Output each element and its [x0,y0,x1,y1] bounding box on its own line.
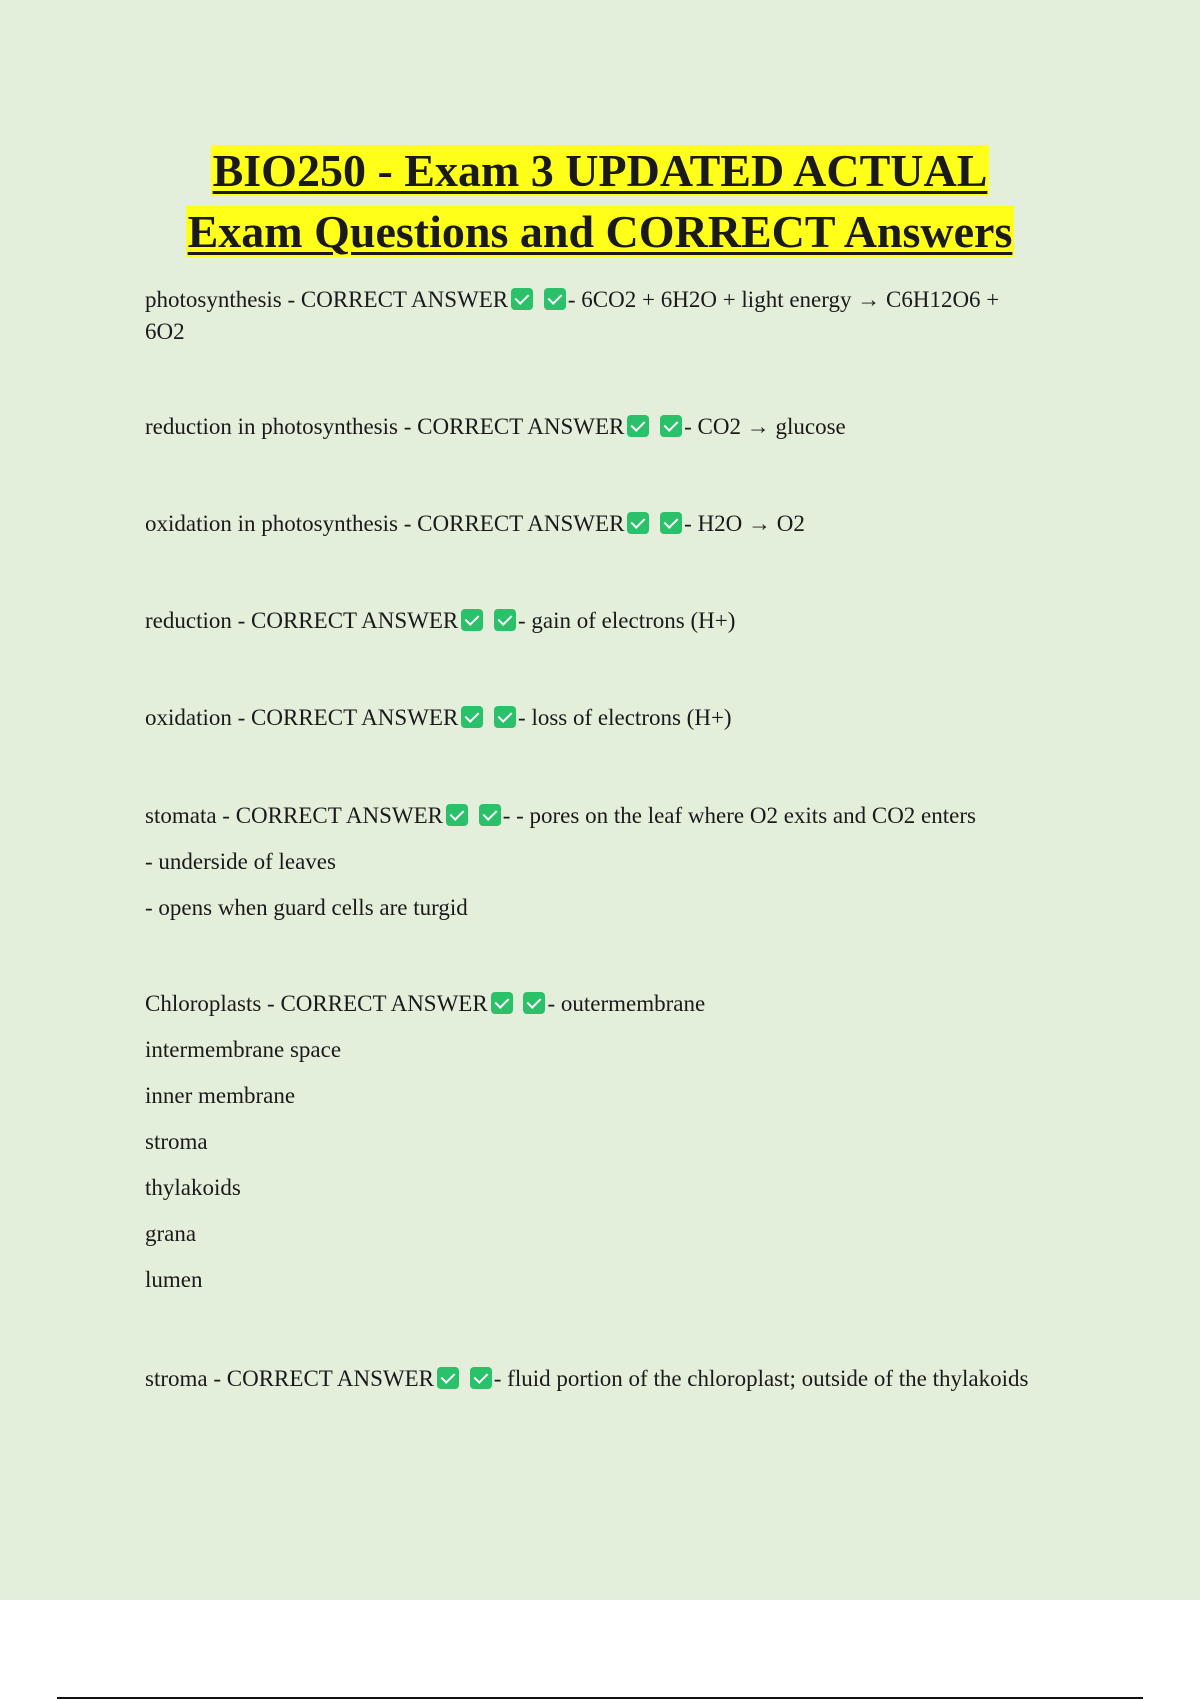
entry-marker-label: - CORRECT ANSWER [267,991,488,1016]
entry-answer: - H2O → O2 [684,511,805,536]
qa-entry-stomata [145,800,1075,924]
entry-answer: - 6CO2 + 6H2O + light energy → C6H12O6 + [567,287,1000,312]
entry-marker-label: - CORRECT ANSWER [222,803,443,828]
entry-line [145,508,1075,540]
entry-continuation: stroma [145,1129,208,1154]
entry-line [145,702,1075,734]
entry-continuation: thylakoids [145,1175,241,1200]
check-mark-button-icon [523,992,545,1014]
entry-continuation: grana [145,1221,197,1246]
entry-line [145,988,1075,1020]
entry-line [145,411,1075,443]
entry-answer: - outermembrane [547,991,706,1016]
check-mark-button-icon [494,609,516,631]
qa-entry-oxidation [145,702,1075,734]
check-mark-button-icon [470,1367,492,1389]
entry-term: Chloroplasts [145,991,262,1016]
entry-term: oxidation [145,705,232,730]
entry-answer: - gain of electrons (H+) [518,608,736,633]
entry-marker-label: - CORRECT ANSWER [403,414,625,439]
check-mark-button-icon [437,1367,459,1389]
entry-continuation: - opens when guard cells are turgid [145,895,468,920]
entry-continuation: 6O2 [145,319,185,344]
entry-answer: - CO2 → glucose [684,414,846,439]
entry-line [145,800,1075,832]
qa-entry-oxidation-in-photosynthesis [145,508,1075,540]
entry-continuation: - underside of leaves [145,849,336,874]
check-mark-button-icon [544,288,566,310]
qa-entry-reduction [145,605,1075,637]
entry-marker-label: - CORRECT ANSWER [237,608,459,633]
footer-divider [57,1697,1143,1699]
entry-term: stroma [145,1366,208,1391]
check-mark-button-icon [494,706,516,728]
entry-answer: - fluid portion of the chloroplast; outside of the thylakoids [493,1366,1029,1391]
check-mark-button-icon [461,609,483,631]
entry-marker-label: - CORRECT ANSWER [287,287,509,312]
check-mark-button-icon [627,512,649,534]
check-mark-button-icon [491,992,513,1014]
check-mark-button-icon [660,415,682,437]
check-mark-button-icon [511,288,533,310]
check-mark-button-icon [627,415,649,437]
entry-line [145,284,1075,316]
entry-answer: - loss of electrons (H+) [518,705,732,730]
entry-term: reduction [145,608,232,633]
qa-entry-chloroplasts [145,988,1075,1296]
qa-entry-photosynthesis [145,284,1075,348]
title-line-2: Exam Questions and CORRECT Answers [187,206,1013,257]
title-line-1: BIO250 - Exam 3 UPDATED ACTUAL [212,145,988,196]
entry-term: oxidation in photosynthesis [145,511,398,536]
entry-line [145,605,1075,637]
entry-marker-label: - CORRECT ANSWER [213,1366,435,1391]
entry-term: reduction in photosynthesis [145,414,398,439]
entry-continuation: intermembrane space [145,1037,342,1062]
entry-answer: - - pores on the leaf where O2 exits and CO2 enters [502,803,976,828]
entry-continuation: inner membrane [145,1083,296,1108]
entry-marker-label: - CORRECT ANSWER [237,705,459,730]
qa-entry-reduction-in-photosynthesis [145,411,1075,443]
entry-continuation: lumen [145,1267,203,1292]
check-mark-button-icon [446,804,468,826]
entry-term: stomata [145,803,217,828]
entry-term: photosynthesis [145,287,282,312]
entry-line [145,1363,1075,1395]
check-mark-button-icon [461,706,483,728]
entry-marker-label: - CORRECT ANSWER [403,511,625,536]
check-mark-button-icon [479,804,501,826]
check-mark-button-icon [660,512,682,534]
qa-entry-stroma [145,1363,1075,1395]
document-title [0,140,1200,262]
